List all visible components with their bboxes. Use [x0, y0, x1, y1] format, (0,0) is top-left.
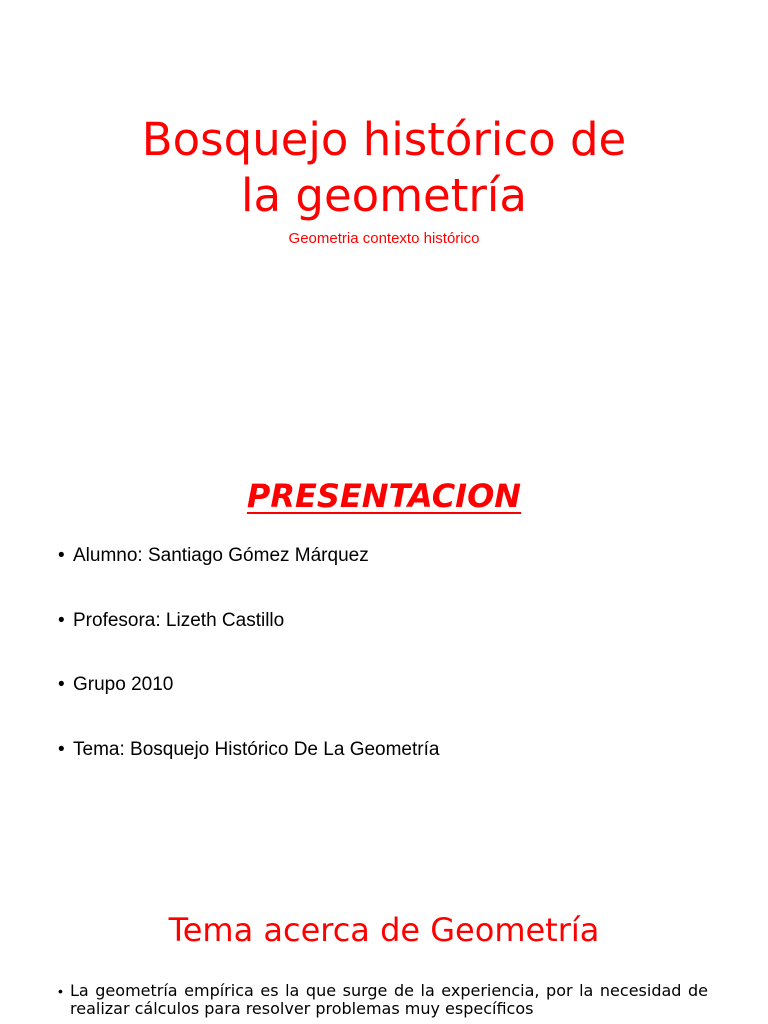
slide-presentation: [0, 432, 768, 864]
bullet-icon: •: [58, 545, 65, 566]
list-item-text: Tema: Bosquejo Histórico De La Geometría: [73, 738, 440, 760]
list-item-student: [58, 544, 738, 609]
topic-heading: Tema acerca de Geometría: [168, 911, 600, 949]
list-item-group: [58, 673, 738, 738]
title-line-1: Bosquejo histórico de: [141, 113, 627, 166]
list-item-topic: [58, 738, 738, 803]
slide-title: [0, 0, 768, 432]
slide-topic: [0, 864, 768, 1024]
topic-body: [58, 982, 708, 1018]
list-item-text: Profesora: Lizeth Castillo: [73, 609, 285, 631]
title-line-2: la geometría: [241, 169, 527, 222]
list-item-text: Alumno: Santiago Gómez Márquez: [73, 545, 369, 566]
presentation-title: [0, 112, 768, 224]
list-item-text: Grupo 2010: [73, 674, 174, 695]
topic-paragraph: La geometría empírica es la que surge de la experiencia, por la necesidad de realizar cálculos para resolver problemas muy específicos: [70, 981, 708, 1018]
bullet-icon: •: [58, 609, 65, 631]
bullet-icon: •: [58, 983, 63, 999]
list-item-teacher: [58, 609, 738, 674]
bullet-icon: •: [58, 738, 65, 760]
presentation-subtitle: Geometria contexto histórico: [288, 230, 480, 247]
presentation-list: [58, 544, 738, 802]
bullet-icon: •: [58, 674, 65, 695]
presentation-heading: PRESENTACION: [246, 477, 522, 515]
